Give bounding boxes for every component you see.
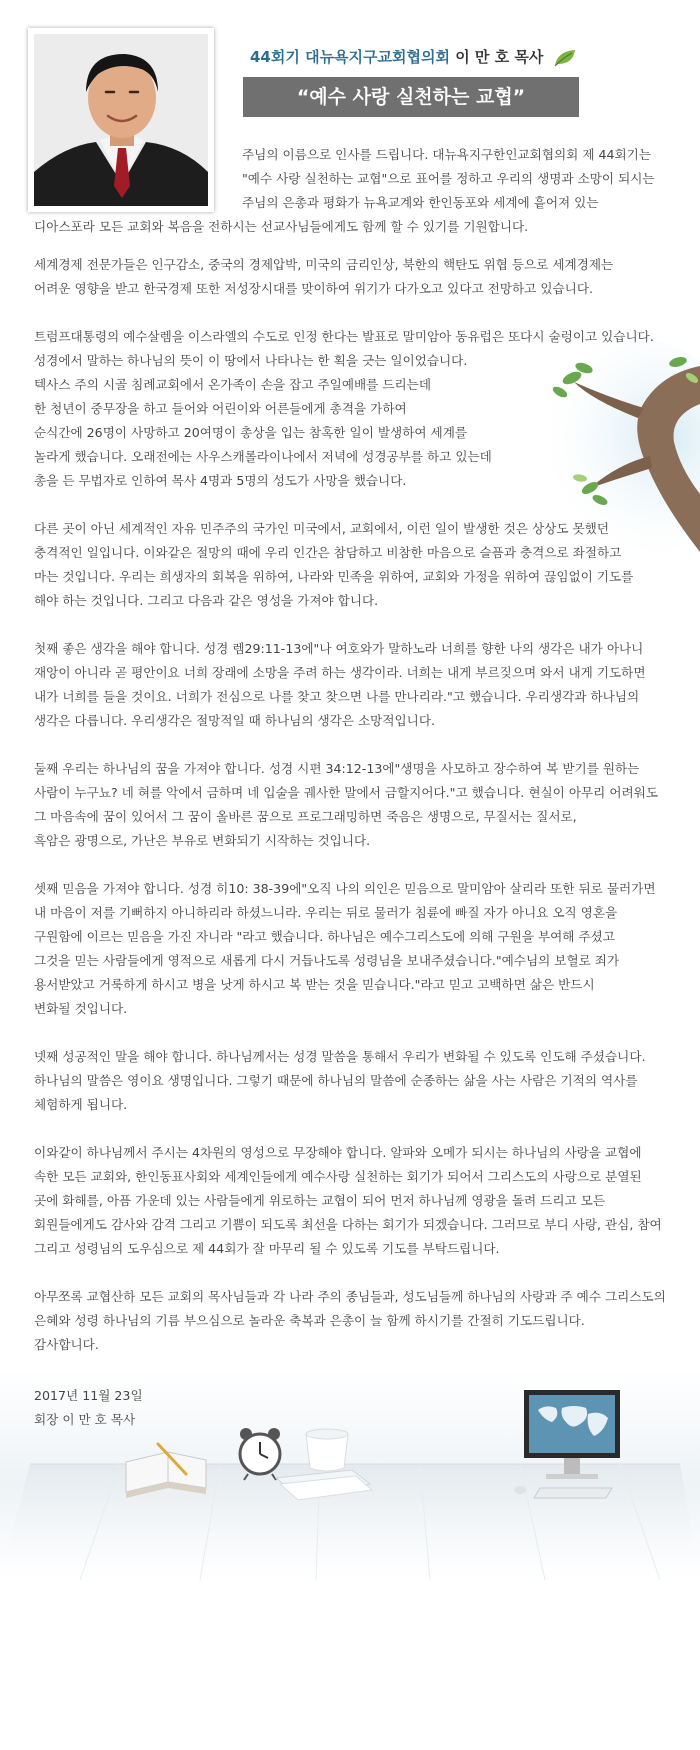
- paragraph-line: 체험하게 됩니다.: [34, 1097, 128, 1112]
- signature-block: [34, 1384, 143, 1432]
- paragraph-first: [34, 637, 646, 733]
- signature-signer: 회장 이 만 호 목사: [34, 1412, 136, 1427]
- paragraph-line: 그 마음속에 꿈이 있어서 그 꿈이 올바른 꿈으로 프로그래밍하면 죽음은 생명으로, 무질서는 질서로,: [34, 809, 577, 824]
- motto-banner: “예수 사랑 실천하는 교협”: [243, 77, 579, 117]
- paragraph-line: 놀라게 했습니다. 오래전에는 사우스캐롤라이나에서 저녁에 성경공부를 하고 있는데: [34, 449, 492, 464]
- paragraph-line: 총을 든 무법자로 인하여 목사 4명과 5명의 성도가 사망을 했습니다.: [34, 473, 407, 488]
- paragraph-line: 재앙이 아니라 곧 평안이요 너희 장래에 소망을 주려 하는 생각이라. 너희는 내게 부르짖으며 와서 내게 기도하면: [34, 665, 646, 680]
- paragraph-line: 셋째 믿음을 가져야 합니다. 성경 히10: 38-39에"오직 나의 의인은 믿음으로 말미암아 살리라 또한 뒤로 물러가면: [34, 881, 656, 896]
- paragraph-line: 성경에서 말하는 하나님의 뜻이 이 땅에서 나타나는 한 획을 긋는 일이었습니다.: [34, 353, 468, 368]
- header-name: 이 만 호 목사: [455, 48, 544, 66]
- paragraph-line: 마는 것입니다. 우리는 희생자의 회복을 위하여, 나라와 민족을 위하여, 교회와 가정을 위하여 끊임없이 기도를: [34, 569, 634, 584]
- paragraph-line: 내가 너희를 들을 것이요. 너희가 전심으로 나를 찾고 찾으면 나를 만나리라."고 했습니다. 우리생각과 하나님의: [34, 689, 640, 704]
- paragraph-third: [34, 877, 656, 1021]
- paragraph-line: 회원들에게도 감사와 감격 그리고 기쁨이 되도록 최선을 다하는 회기가 되겠습니다. 그러므로 부디 사랑, 관심, 참여: [34, 1217, 662, 1232]
- paragraph-line: 변화될 것입니다.: [34, 1001, 128, 1016]
- paragraph-line: 은혜와 성령 하나님의 기름 부으심으로 놀라운 축복과 은총이 늘 함께 하시기를 간절히 기도드립니다.: [34, 1313, 585, 1328]
- header-title: [250, 46, 577, 68]
- paragraph-line: 감사합니다.: [34, 1337, 99, 1352]
- paragraph-line: 둘째 우리는 하나님의 꿈을 가져야 합니다. 성경 시편 34:12-13에"생명을 사모하고 장수하여 복 받기를 원하는: [34, 761, 640, 776]
- paragraph-line: 이와같이 하나님께서 주시는 4차원의 영성으로 무장해야 합니다. 알파와 오메가 되시는 하나님의 사랑을 교협에: [34, 1145, 642, 1160]
- paragraph-line: 어려운 영향을 받고 한국경제 또한 저성장시대를 맞이하여 위기가 다가오고 있다고 전망하고 있습니다.: [34, 281, 593, 296]
- paragraph-line: 내 마음이 저를 기뻐하지 아니하리라 하셨느니라. 우리는 뒤로 물러가 침륜에 빠질 자가 아니요 오직 영혼을: [34, 905, 618, 920]
- paragraph-line: 사람이 누구뇨? 네 혀를 악에서 금하며 네 입술을 궤사한 말에서 금할지어다."고 했습니다. 현실이 아무리 어려워도: [34, 785, 658, 800]
- paragraph-events: [34, 325, 654, 493]
- paragraph-line: 텍사스 주의 시골 침례교회에서 온가족이 손을 잡고 주일예배를 드리는데: [34, 377, 431, 392]
- paragraph-line: 속한 모든 교회와, 한인동표사회와 세계인들에게 예수사랑 실천하는 회기가 되어서 그리스도의 사랑으로 분열된: [34, 1169, 642, 1184]
- paragraph-line: 다른 곳이 아닌 세계적인 자유 민주주의 국가인 미국에서, 교회에서, 이런 일이 발생한 것은 상상도 못했던: [34, 521, 610, 536]
- paragraph-line: 충격적인 일입니다. 이와같은 절망의 때에 우리 인간은 참담하고 비참한 마음으로 슬픔과 충격으로 좌절하고: [34, 545, 622, 560]
- paragraph-line: 첫째 좋은 생각을 해야 합니다. 성경 렘29:11-13에"나 여호와가 말하노라 너희를 향한 나의 생각은 내가 아나니: [34, 641, 644, 656]
- intro-line: 주님의 이름으로 인사를 드립니다. 대뉴욕지구한인교회협의회 제 44회기는: [242, 147, 652, 162]
- intro-line: "예수 사랑 실천하는 교협"으로 표어를 정하고 우리의 생명과 소망이 되시는: [242, 171, 655, 186]
- intro-paragraph: [34, 143, 655, 239]
- paragraph-line: 곳에 화해를, 아픔 가운데 있는 사람들에게 위로하는 교협이 되어 먼저 하나님께 영광을 돌려 드리고 모든: [34, 1193, 606, 1208]
- paragraph-line: 넷째 성공적인 말을 해야 합니다. 하나님께서는 성경 말씀을 통해서 우리가 변화될 수 있도록 인도해 주셨습니다.: [34, 1049, 646, 1064]
- paragraph-line: 용서받았고 거룩하게 하시고 병을 낫게 하시고 복 받는 것을 믿습니다."라고 믿고 고백하면 삶은 반드시: [34, 977, 595, 992]
- paragraph-second: [34, 757, 658, 853]
- paragraph-line: 그리고 성령님의 도우심으로 제 44회가 잘 마무리 될 수 있도록 기도를 부탁드립니다.: [34, 1241, 500, 1256]
- paragraph-line: 트럼프대통령의 예수살렘을 이스라엘의 수도로 인정 한다는 발표로 말미암아 동유럽은 또다시 술렁이고 있습니다.: [34, 329, 654, 344]
- header-org: 44회기 대뉴욕지구교회협의회: [250, 48, 450, 66]
- paragraph-closing: [34, 1285, 666, 1357]
- paragraph-line: 구원함에 이르는 믿음을 가진 자니라 "라고 했습니다. 하나님은 예수그리스도에 의해 구원을 부여해 주셨고: [34, 929, 615, 944]
- intro-line: 주님의 은총과 평화가 뉴욕교계와 한인동포와 세계에 흩어져 있는: [242, 195, 599, 210]
- paragraph-line: 한 청년이 중무장을 하고 들어와 어린이와 어른들에게 총격을 가하여: [34, 401, 407, 416]
- paragraph-line: 흑암은 광명으로, 가난은 부유로 변화되기 시작하는 것입니다.: [34, 833, 371, 848]
- paragraph-line: 생각은 다릅니다. 우리생각은 절망적일 때 하나님의 생각은 소망적입니다.: [34, 713, 435, 728]
- paragraph-fourth: [34, 1045, 646, 1117]
- leaf-icon: [553, 48, 577, 68]
- paragraph-line: 해야 하는 것입니다. 그리고 다음과 같은 영성을 가져야 합니다.: [34, 593, 379, 608]
- paragraph-summary: [34, 1141, 662, 1261]
- paragraph-line: 아무쪼록 교협산하 모든 교회의 목사님들과 각 나라 주의 종님들과, 성도님들께 하나님의 사랑과 주 예수 그리스도의: [34, 1289, 666, 1304]
- paragraph-shock: [34, 517, 633, 613]
- paragraph-line: 순식간에 26명이 사망하고 20여명이 총상을 입는 참혹한 일이 발생하여 세계를: [34, 425, 468, 440]
- paragraph-line: 세계경제 전문가들은 인구감소, 중국의 경제압박, 미국의 금리인상, 북한의 핵탄도 위협 등으로 세계경제는: [34, 257, 614, 272]
- paragraph-economy: [34, 253, 613, 301]
- paragraph-line: 하나님의 말씀은 영이요 생명입니다. 그렇기 때문에 하나님의 말씀에 순종하는 삶을 사는 사람은 기적의 역사를: [34, 1073, 638, 1088]
- signature-date: 2017년 11월 23일: [34, 1388, 143, 1403]
- paragraph-line: 그것을 믿는 사람들에게 영적으로 새롭게 다시 거듭나도록 성령님을 보내주셨습니다."예수님의 보혈로 죄가: [34, 953, 620, 968]
- intro-line: 디아스포라 모든 교회와 복음을 전하시는 선교사님들에게도 함께 할 수 있기를 기원합니다.: [34, 219, 529, 234]
